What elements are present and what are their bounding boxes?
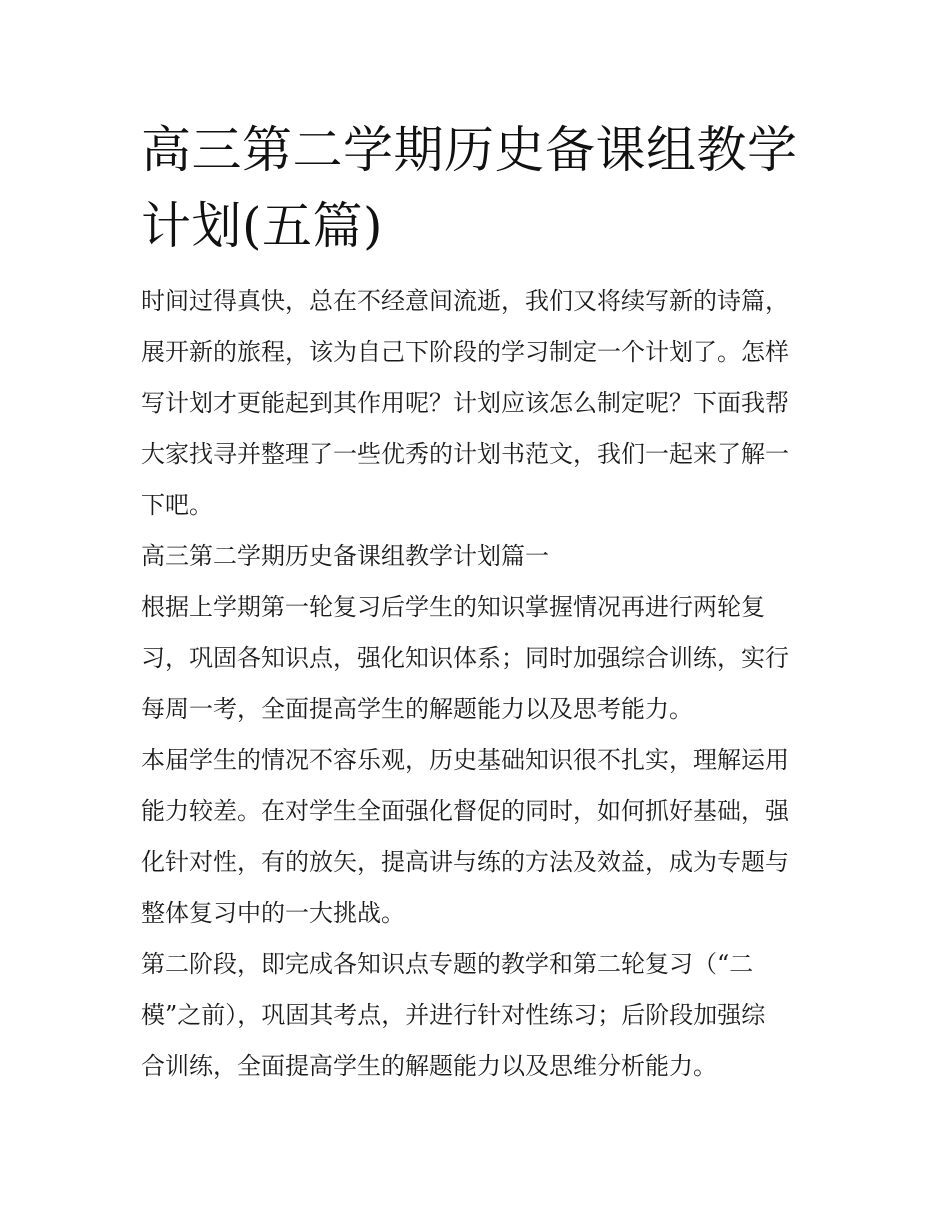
paragraph-line: 习，巩固各知识点，强化知识体系；同时加强综合训练，实行 [141, 644, 789, 672]
paragraph-line: 能力较差。在对学生全面强化督促的同时，如何抓好基础，强 [141, 797, 789, 825]
paragraph-line: 合训练，全面提高学生的解题能力以及思维分析能力。 [141, 1052, 717, 1080]
paragraph-line: 第二阶段，即完成各知识点专题的教学和第二轮复习（“二 [141, 950, 754, 978]
paragraph-line: 整体复习中的一大挑战。 [141, 899, 405, 927]
paragraph-line: 根据上学期第一轮复习后学生的知识掌握情况再进行两轮复 [141, 593, 765, 621]
title-line: 计划(五篇) [141, 197, 384, 255]
document-title [141, 112, 821, 264]
intro-line: 下吧。 [141, 491, 213, 519]
paragraph-line: 本届学生的情况不容乐观，历史基础知识很不扎实，理解运用 [141, 746, 789, 774]
paragraph-line: 每周一考，全面提高学生的解题能力以及思考能力。 [141, 695, 693, 723]
title-line: 高三第二学期历史备课组教学 [141, 121, 798, 179]
paragraph-line: 化针对性，有的放矢，提高讲与练的方法及效益，成为专题与 [141, 848, 789, 876]
intro-line: 展开新的旅程，该为自己下阶段的学习制定一个计划了。怎样 [141, 338, 789, 366]
document-body [141, 276, 821, 1092]
intro-line: 大家找寻并整理了一些优秀的计划书范文，我们一起来了解一 [141, 440, 789, 468]
section-heading: 高三第二学期历史备课组教学计划篇一 [141, 542, 549, 570]
intro-line: 时间过得真快，总在不经意间流逝，我们又将续写新的诗篇， [141, 287, 789, 315]
paragraph-line: 模”之前），巩固其考点，并进行针对性练习；后阶段加强综 [141, 1001, 766, 1029]
intro-line: 写计划才更能起到其作用呢？计划应该怎么制定呢？下面我帮 [141, 389, 789, 417]
